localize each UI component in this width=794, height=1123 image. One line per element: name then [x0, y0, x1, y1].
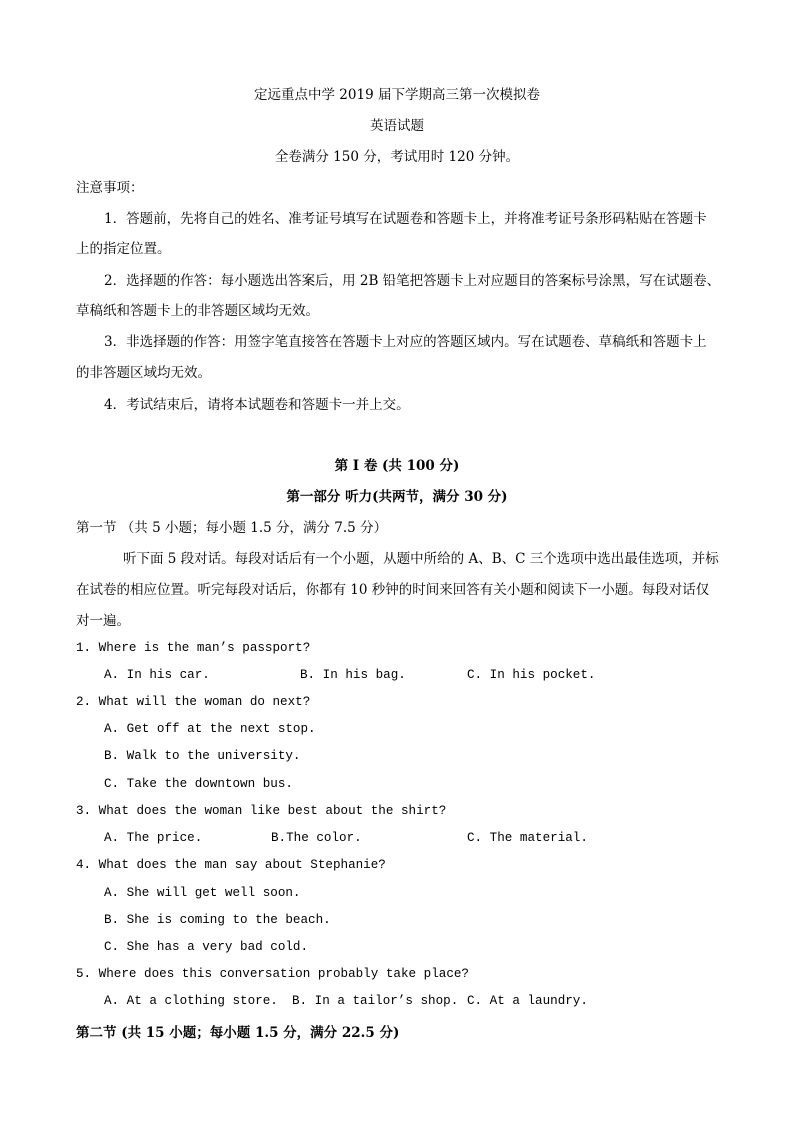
question-4-option-c: C. She has a very bad cold.	[104, 940, 309, 954]
question-1-option-c: C. In his pocket.	[467, 668, 596, 682]
question-5-option-a: A. At a clothing store.	[104, 994, 278, 1008]
notice-item-3: 3．非选择题的作答：用签字笔直接答在答题卡上对应的答题区域内。写在试题卷、草稿纸和答题卡上	[104, 334, 707, 350]
question-3-option-c: C. The material.	[467, 831, 588, 845]
question-3-stem: 3. What does the woman like best about the shirt?	[76, 804, 447, 818]
section1-instructions-cont-2: 对一遍。	[76, 613, 130, 629]
notice-item-1: 1．答题前，先将自己的姓名、准考证号填写在试题卷和答题卡上，并将准考证号条形码粘贴在答题卡	[104, 211, 707, 227]
notice-item-3-cont: 的非答题区域均无效。	[76, 365, 211, 381]
question-1-stem: 1. Where is the man’s passport?	[76, 641, 311, 655]
notice-item-2-cont: 草稿纸和答题卡上的非答题区域均无效。	[76, 303, 319, 319]
exam-title: 定远重点中学 2019 届下学期高三第一次模拟卷	[254, 87, 540, 103]
question-5-stem: 5. Where does this conversation probably take place?	[76, 967, 469, 981]
question-4-stem: 4. What does the man say about Stephanie?	[76, 858, 386, 872]
question-2-option-c: C. Take the downtown bus.	[104, 777, 293, 791]
question-2-option-b: B. Walk to the university.	[104, 749, 301, 763]
question-4-option-b: B. She is coming to the beach.	[104, 913, 331, 927]
volume-title: 第 I 卷 (共 100 分)	[334, 458, 460, 474]
question-3-option-b: B.The color.	[271, 831, 362, 845]
question-5-option-c: C. At a laundry.	[467, 994, 588, 1008]
section2-heading: 第二节 (共 15 小题；每小题 1.5 分，满分 22.5 分)	[76, 1025, 400, 1041]
question-2-stem: 2. What will the woman do next?	[76, 695, 311, 709]
notice-item-1-cont: 上的指定位置。	[76, 241, 171, 257]
question-1-option-a: A. In his car.	[104, 668, 210, 682]
section1-instructions: 听下面 5 段对话。每段对话后有一个小题，从题中所给的 A、B、C 三个选项中选出最佳选项，并标	[123, 551, 719, 567]
notice-item-2: 2．选择题的作答：每小题选出答案后，用 2B 铅笔把答题卡上对应题目的答案标号涂黑，写在试题卷、	[104, 273, 721, 289]
notice-item-4: 4．考试结束后，请将本试题卷和答题卡一并上交。	[104, 397, 410, 413]
question-4-option-a: A. She will get well soon.	[104, 886, 301, 900]
question-2-option-a: A. Get off at the next stop.	[104, 722, 316, 736]
part1-title: 第一部分 听力(共两节，满分 30 分)	[286, 489, 508, 505]
score-info: 全卷满分 150 分，考试用时 120 分钟。	[274, 149, 520, 165]
question-1-option-b: B. In his bag.	[300, 668, 406, 682]
question-3-option-a: A. The price.	[104, 831, 203, 845]
subject-title: 英语试题	[370, 118, 424, 134]
section1-instructions-cont-1: 在试卷的相应位置。听完每段对话后，你都有 10 秒钟的时间来回答有关小题和阅读下一小题。每段对话仅	[76, 582, 710, 598]
question-5-option-b: B. In a tailor’s shop.	[292, 994, 459, 1008]
section1-heading: 第一节 （共 5 小题；每小题 1.5 分，满分 7.5 分）	[76, 520, 388, 536]
notice-heading: 注意事项：	[76, 180, 144, 196]
